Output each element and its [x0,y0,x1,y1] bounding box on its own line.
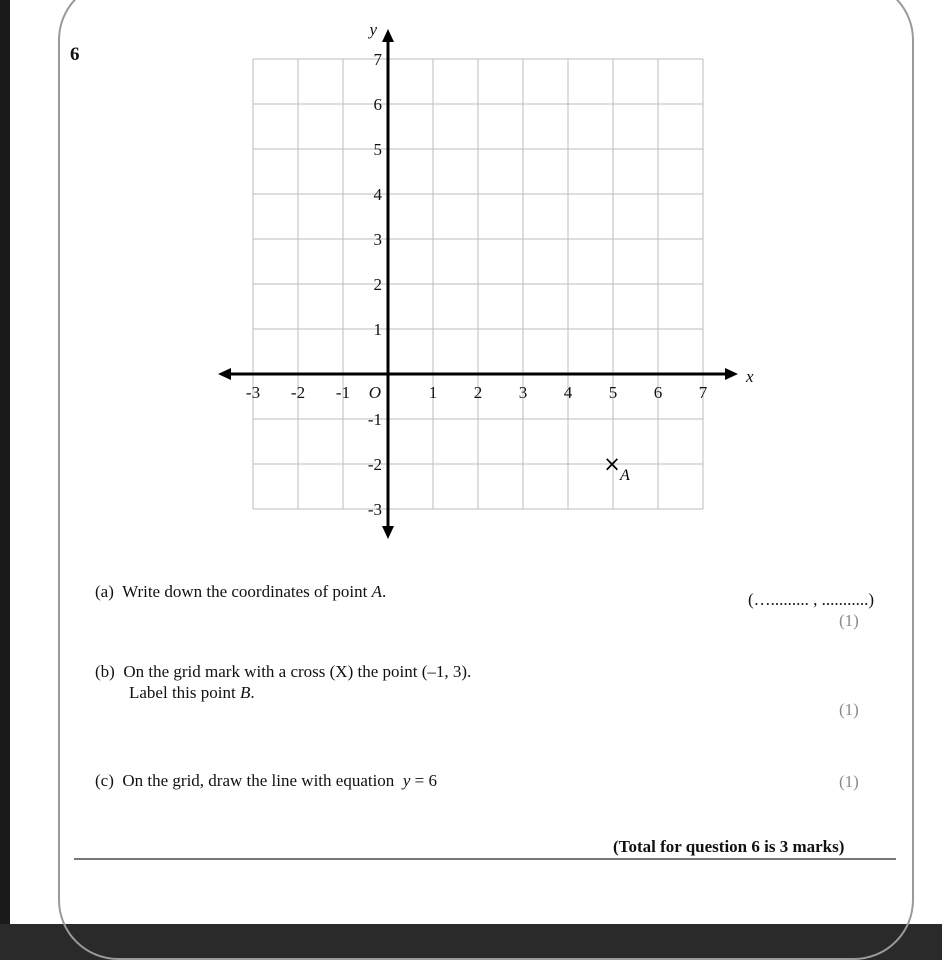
x-tick-label: 7 [698,383,708,402]
bottom-rule [74,858,896,860]
part-b-end: . [250,683,255,702]
part-c-equation-rest: = 6 [410,771,437,790]
x-axis-left-arrow [218,368,231,380]
part-c-text: On the grid, draw the line with equation [122,771,395,790]
y-tick-label: -1 [367,410,382,429]
axis-labels [246,20,754,519]
y-tick-label: 1 [373,320,382,339]
x-tick-label: -3 [245,383,261,402]
part-b-text: On the grid mark with a cross (X) the point (–1, 3). [123,662,472,681]
y-tick-label: 4 [373,185,382,204]
worksheet-page [10,0,942,924]
plotted-points [603,452,630,484]
x-tick-label: -2 [290,383,306,402]
x-tick-label: -1 [335,383,351,402]
part-c-marks: (1) [839,772,859,791]
part-a-end: . [382,582,387,601]
x-tick-label: 1 [428,383,438,402]
part-b-marks: (1) [839,700,859,719]
part-a-point: A [371,582,382,601]
point-marker: × [603,452,621,476]
x-tick-label: 2 [473,383,483,402]
y-axis-label: y [369,20,377,39]
part-c-question [95,771,437,791]
y-tick-label: 2 [373,275,382,294]
y-tick-label: -3 [367,500,382,519]
part-c-label: (c) [95,771,114,790]
part-a-label: (a) [95,582,114,601]
x-tick-label: 4 [563,383,573,402]
origin-label: O [368,383,381,402]
x-tick-label: 5 [608,383,618,402]
left-edge-strip [0,0,10,924]
grid-lines [253,59,703,509]
x-axis-right-arrow [725,368,738,380]
part-b-point: B [239,683,251,702]
part-a-answer-line[interactable]: (…......... , ...........) [748,590,875,609]
y-tick-label: 3 [373,230,382,249]
point-label: A [620,467,630,484]
x-tick-label: 3 [518,383,528,402]
y-tick-label: 6 [373,95,382,114]
total-marks: (Total for question 6 is 3 marks) [613,837,845,856]
part-c-equation-var: y [402,771,411,790]
y-tick-label: 7 [373,50,382,69]
part-a-marks: (1) [839,611,859,630]
y-tick-label: -2 [367,455,382,474]
part-b-line2 [129,683,255,703]
y-tick-label: 5 [373,140,382,159]
part-b-line2-text: Label this point [129,683,236,702]
question-number: 6 [70,44,80,65]
part-b-label: (b) [95,662,115,681]
y-axis-bottom-arrow [382,526,394,539]
x-axis-label: x [746,367,754,386]
y-axis-top-arrow [382,29,394,42]
part-b-question [95,662,471,682]
part-a-question [95,582,386,602]
part-a-text: Write down the coordinates of point [122,582,368,601]
x-tick-label: 6 [653,383,663,402]
